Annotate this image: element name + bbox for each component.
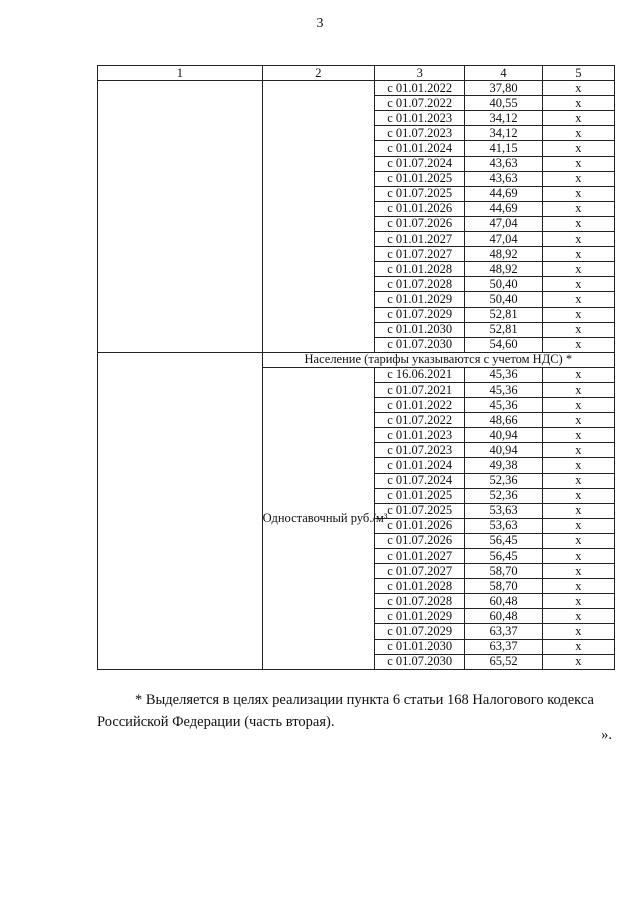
date-cell: с 01.07.2021	[375, 382, 465, 397]
date-cell: с 01.01.2022	[375, 81, 465, 96]
value-cell: 44,69	[465, 201, 542, 216]
date-cell: с 01.07.2027	[375, 564, 465, 579]
section-col1-cell	[98, 352, 263, 669]
date-cell: с 01.07.2022	[375, 413, 465, 428]
value-cell: 45,36	[465, 382, 542, 397]
mark-cell: х	[542, 367, 614, 382]
date-cell: с 01.01.2023	[375, 428, 465, 443]
tariff-table	[97, 65, 615, 670]
section-row	[98, 352, 615, 367]
mark-cell: х	[542, 488, 614, 503]
value-cell: 48,92	[465, 247, 542, 262]
date-cell: с 01.01.2028	[375, 579, 465, 594]
closing-quote-mark: ».	[601, 727, 612, 743]
value-cell: 58,70	[465, 564, 542, 579]
mark-cell: х	[542, 518, 614, 533]
table-header-row	[98, 66, 615, 81]
mark-cell: х	[542, 141, 614, 156]
date-cell: с 01.07.2024	[375, 473, 465, 488]
mark-cell: х	[542, 639, 614, 654]
value-cell: 43,63	[465, 171, 542, 186]
mark-cell: х	[542, 564, 614, 579]
mark-cell: х	[542, 307, 614, 322]
column-header-4: 4	[465, 66, 542, 81]
mark-cell: х	[542, 428, 614, 443]
footnote	[97, 689, 615, 733]
mark-cell: х	[542, 398, 614, 413]
value-cell: 52,36	[465, 488, 542, 503]
value-cell: 52,81	[465, 322, 542, 337]
value-cell: 50,40	[465, 277, 542, 292]
group1-col1-cell	[98, 81, 263, 353]
value-cell: 53,63	[465, 503, 542, 518]
value-cell: 48,92	[465, 262, 542, 277]
column-header-2: 2	[262, 66, 374, 81]
date-cell: с 01.07.2028	[375, 594, 465, 609]
mark-cell: х	[542, 126, 614, 141]
mark-cell: х	[542, 232, 614, 247]
mark-cell: х	[542, 473, 614, 488]
date-cell: с 01.07.2028	[375, 277, 465, 292]
value-cell: 43,63	[465, 156, 542, 171]
date-cell: с 01.07.2030	[375, 654, 465, 669]
date-cell: с 01.01.2026	[375, 518, 465, 533]
mark-cell: х	[542, 458, 614, 473]
mark-cell: х	[542, 503, 614, 518]
mark-cell: х	[542, 594, 614, 609]
mark-cell: х	[542, 216, 614, 231]
value-cell: 45,36	[465, 398, 542, 413]
date-cell: с 01.01.2023	[375, 111, 465, 126]
mark-cell: х	[542, 277, 614, 292]
date-cell: с 01.07.2022	[375, 96, 465, 111]
value-cell: 48,66	[465, 413, 542, 428]
mark-cell: х	[542, 382, 614, 397]
tariff-table-body	[98, 66, 615, 670]
value-cell: 34,12	[465, 111, 542, 126]
date-cell: с 16.06.2021	[375, 367, 465, 382]
value-cell: 40,94	[465, 428, 542, 443]
date-cell: с 01.01.2025	[375, 488, 465, 503]
value-cell: 41,15	[465, 141, 542, 156]
mark-cell: х	[542, 111, 614, 126]
value-cell: 44,69	[465, 186, 542, 201]
value-cell: 60,48	[465, 609, 542, 624]
value-cell: 47,04	[465, 216, 542, 231]
mark-cell: х	[542, 156, 614, 171]
date-cell: с 01.07.2026	[375, 216, 465, 231]
date-cell: с 01.01.2030	[375, 322, 465, 337]
date-cell: с 01.01.2022	[375, 398, 465, 413]
date-cell: с 01.01.2028	[375, 262, 465, 277]
value-cell: 40,55	[465, 96, 542, 111]
date-cell: с 01.07.2023	[375, 443, 465, 458]
value-cell: 37,80	[465, 81, 542, 96]
mark-cell: х	[542, 247, 614, 262]
value-cell: 47,04	[465, 232, 542, 247]
value-cell: 63,37	[465, 639, 542, 654]
footnote-line-2: Российской Федерации (часть вторая).	[97, 714, 335, 730]
mark-cell: х	[542, 337, 614, 352]
date-cell: с 01.01.2027	[375, 549, 465, 564]
date-cell: с 01.01.2029	[375, 609, 465, 624]
group1-col2-cell	[262, 81, 374, 353]
mark-cell: х	[542, 262, 614, 277]
value-cell: 40,94	[465, 443, 542, 458]
column-header-5: 5	[542, 66, 614, 81]
date-cell: с 01.07.2030	[375, 337, 465, 352]
value-cell: 58,70	[465, 579, 542, 594]
mark-cell: х	[542, 96, 614, 111]
date-cell: с 01.07.2023	[375, 126, 465, 141]
page-number: 3	[316, 16, 324, 31]
mark-cell: х	[542, 171, 614, 186]
mark-cell: х	[542, 443, 614, 458]
date-cell: с 01.07.2029	[375, 307, 465, 322]
date-cell: с 01.07.2026	[375, 533, 465, 548]
date-cell: с 01.01.2026	[375, 201, 465, 216]
value-cell: 45,36	[465, 367, 542, 382]
mark-cell: х	[542, 549, 614, 564]
value-cell: 56,45	[465, 549, 542, 564]
value-cell: 54,60	[465, 337, 542, 352]
date-cell: с 01.07.2027	[375, 247, 465, 262]
date-cell: с 01.01.2024	[375, 141, 465, 156]
date-cell: с 01.07.2025	[375, 186, 465, 201]
table-row	[98, 81, 615, 96]
value-cell: 52,81	[465, 307, 542, 322]
value-cell: 34,12	[465, 126, 542, 141]
date-cell: с 01.01.2030	[375, 639, 465, 654]
date-cell: с 01.07.2025	[375, 503, 465, 518]
value-cell: 63,37	[465, 624, 542, 639]
mark-cell: х	[542, 579, 614, 594]
value-cell: 56,45	[465, 533, 542, 548]
mark-cell: х	[542, 81, 614, 96]
date-cell: с 01.07.2029	[375, 624, 465, 639]
mark-cell: х	[542, 322, 614, 337]
mark-cell: х	[542, 609, 614, 624]
date-cell: с 01.01.2029	[375, 292, 465, 307]
value-cell: 53,63	[465, 518, 542, 533]
date-cell: с 01.01.2024	[375, 458, 465, 473]
mark-cell: х	[542, 624, 614, 639]
date-cell: с 01.01.2027	[375, 232, 465, 247]
tariff-method-label: Одноставочный руб./м³	[262, 367, 374, 669]
date-cell: с 01.01.2025	[375, 171, 465, 186]
value-cell: 65,52	[465, 654, 542, 669]
value-cell: 49,38	[465, 458, 542, 473]
column-header-3: 3	[375, 66, 465, 81]
mark-cell: х	[542, 533, 614, 548]
mark-cell: х	[542, 186, 614, 201]
value-cell: 52,36	[465, 473, 542, 488]
value-cell: 60,48	[465, 594, 542, 609]
section-label: Население (тарифы указываются с учетом НДС) *	[262, 352, 614, 367]
footnote-line-1: * Выделяется в целях реализации пункта 6 статьи 168 Налогового кодекса	[135, 692, 594, 708]
mark-cell: х	[542, 292, 614, 307]
mark-cell: х	[542, 413, 614, 428]
value-cell: 50,40	[465, 292, 542, 307]
column-header-1: 1	[98, 66, 263, 81]
mark-cell: х	[542, 201, 614, 216]
mark-cell: х	[542, 654, 614, 669]
date-cell: с 01.07.2024	[375, 156, 465, 171]
